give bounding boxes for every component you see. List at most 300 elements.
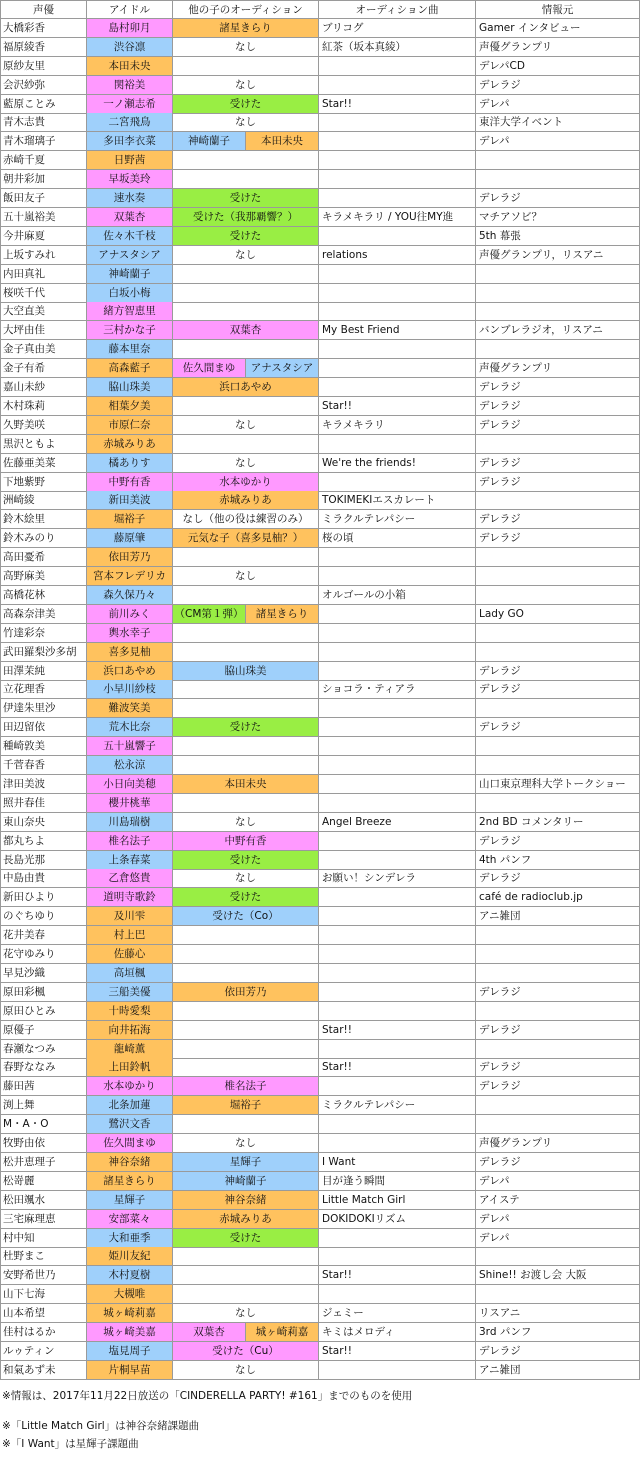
source-cell: アニ雑団 xyxy=(476,907,640,926)
audition-song-cell: キミはメロディ xyxy=(319,1323,476,1342)
idol-cell: 上田鈴帆 xyxy=(87,1058,173,1077)
audition-cell: 受けた（Co） xyxy=(173,907,319,926)
idol-cell: 大槻唯 xyxy=(87,1285,173,1304)
audition-song-cell xyxy=(319,624,476,643)
voice-actor-cell: 山下七海 xyxy=(0,1285,87,1304)
source-cell: 3rd パンフ xyxy=(476,1323,640,1342)
source-cell: デレラジ xyxy=(476,510,640,529)
voice-actor-cell: 大橋彩香 xyxy=(0,19,87,38)
audition-cell: 赤城みりあ xyxy=(173,491,319,510)
voice-actor-cell: 佐藤亜美菜 xyxy=(0,454,87,473)
audition-song-cell: 目が逢う瞬間 xyxy=(319,1172,476,1191)
idol-cell: 難波笑美 xyxy=(87,699,173,718)
audition-song-cell xyxy=(319,132,476,151)
audition-song-cell xyxy=(319,284,476,303)
audition-cell xyxy=(173,340,319,359)
audition-song-cell xyxy=(319,1002,476,1021)
table-row xyxy=(0,1153,640,1172)
table-row xyxy=(0,378,640,397)
audition-song-cell xyxy=(319,662,476,681)
audition-song-cell xyxy=(319,170,476,189)
audition-cell xyxy=(173,1266,319,1285)
audition-song-cell: Star!! xyxy=(319,1342,476,1361)
audition-cell: （CM第１弾） xyxy=(173,605,246,624)
table-row xyxy=(0,1342,640,1361)
source-cell: デレラジ xyxy=(476,473,640,492)
idol-cell: 渋谷凛 xyxy=(87,38,173,57)
audition-song-cell xyxy=(319,926,476,945)
idol-cell: 神崎蘭子 xyxy=(87,265,173,284)
header-source: 情報元 xyxy=(476,0,640,19)
table-row xyxy=(0,1002,640,1021)
audition-song-cell: My Best Friend xyxy=(319,321,476,340)
voice-actor-cell: M・A・O xyxy=(0,1115,87,1134)
source-cell: デレラジ xyxy=(476,1077,640,1096)
table-row xyxy=(0,321,640,340)
audition-song-cell xyxy=(319,794,476,813)
audition-song-cell xyxy=(319,548,476,567)
audition-cell xyxy=(173,643,319,662)
audition-cell: 双葉杏 xyxy=(173,1323,246,1342)
idol-cell: 藤本里奈 xyxy=(87,340,173,359)
voice-actor-cell: 大空直美 xyxy=(0,302,87,321)
table-row xyxy=(0,548,640,567)
table-row xyxy=(0,737,640,756)
audition-cell xyxy=(173,926,319,945)
source-cell xyxy=(476,1115,640,1134)
voice-actor-cell: 早見沙織 xyxy=(0,964,87,983)
idol-cell: 三船美優 xyxy=(87,983,173,1002)
idol-cell: 高垣楓 xyxy=(87,964,173,983)
source-cell: 声優グランプリ xyxy=(476,359,640,378)
table-row xyxy=(0,435,640,454)
audition-cell: なし xyxy=(173,1134,319,1153)
table-row xyxy=(0,1247,640,1266)
table-row xyxy=(0,510,640,529)
source-cell xyxy=(476,586,640,605)
source-cell xyxy=(476,151,640,170)
table-row xyxy=(0,851,640,870)
audition-cell: なし xyxy=(173,416,319,435)
idol-cell: 脇山珠美 xyxy=(87,378,173,397)
table-row xyxy=(0,284,640,303)
table-row xyxy=(0,945,640,964)
table-row xyxy=(0,1040,640,1059)
idol-cell: 宮本フレデリカ xyxy=(87,567,173,586)
table-row xyxy=(0,680,640,699)
source-cell: デレラジ xyxy=(476,1021,640,1040)
audition-song-cell: Star!! xyxy=(319,1266,476,1285)
audition-song-cell xyxy=(319,1134,476,1153)
idol-cell: 荒木比奈 xyxy=(87,718,173,737)
voice-actor-cell: 松田颯水 xyxy=(0,1191,87,1210)
audition-song-cell xyxy=(319,888,476,907)
table-row xyxy=(0,699,640,718)
audition-cell: 佐久間まゆ xyxy=(173,359,246,378)
source-cell: デレパ xyxy=(476,1172,640,1191)
audition-song-cell: 桜の頃 xyxy=(319,529,476,548)
voice-actor-cell: 立花理香 xyxy=(0,680,87,699)
idol-cell: 高森藍子 xyxy=(87,359,173,378)
voice-actor-cell: 高森奈津美 xyxy=(0,605,87,624)
audition-cell xyxy=(173,756,319,775)
footnote: ※情報は、2017年11月22日放送の「CINDERELLA PARTY! #161」までのものを使用 xyxy=(2,1389,413,1402)
voice-actor-cell: 飯田友子 xyxy=(0,189,87,208)
source-cell: 東洋大学イベント xyxy=(476,113,640,132)
audition-song-cell xyxy=(319,359,476,378)
table-row xyxy=(0,1285,640,1304)
audition-song-cell: キラメキラリ / YOU往MY進 xyxy=(319,208,476,227)
table-row xyxy=(0,416,640,435)
audition-song-cell xyxy=(319,1361,476,1380)
voice-actor-cell: 伊達朱里沙 xyxy=(0,699,87,718)
idol-cell: 五十嵐響子 xyxy=(87,737,173,756)
voice-actor-cell: 長島光那 xyxy=(0,851,87,870)
idol-cell: 藤原肇 xyxy=(87,529,173,548)
table-row xyxy=(0,1134,640,1153)
voice-actor-cell: 金子真由美 xyxy=(0,340,87,359)
table-row xyxy=(0,454,640,473)
source-cell xyxy=(476,1285,640,1304)
audition-cell xyxy=(173,964,319,983)
audition-cell: 神崎蘭子 xyxy=(173,1172,319,1191)
voice-actor-cell: 佳村はるか xyxy=(0,1323,87,1342)
idol-cell: 佐藤心 xyxy=(87,945,173,964)
audition-cell: 本田未央 xyxy=(246,132,319,151)
header-voice-actor: 声優 xyxy=(0,0,87,19)
idol-cell: 木村夏樹 xyxy=(87,1266,173,1285)
idol-cell: 相葉夕美 xyxy=(87,397,173,416)
audition-cell: 双葉杏 xyxy=(173,321,319,340)
audition-cell: 受けた（Cu） xyxy=(173,1342,319,1361)
voice-actor-cell: 春瀬なつみ xyxy=(0,1040,87,1059)
source-cell: 5th 幕張 xyxy=(476,227,640,246)
table-row xyxy=(0,132,640,151)
table-row xyxy=(0,813,640,832)
audition-cell xyxy=(173,435,319,454)
source-cell: 2nd BD コメンタリー xyxy=(476,813,640,832)
source-cell xyxy=(476,284,640,303)
audition-song-cell xyxy=(319,983,476,1002)
voice-actor-cell: 原田ひとみ xyxy=(0,1002,87,1021)
audition-cell xyxy=(173,1247,319,1266)
voice-actor-cell: 原田彩楓 xyxy=(0,983,87,1002)
voice-actor-cell: 金子有希 xyxy=(0,359,87,378)
audition-song-cell xyxy=(319,1247,476,1266)
idol-cell: 星輝子 xyxy=(87,1191,173,1210)
idol-cell: 二宮飛鳥 xyxy=(87,113,173,132)
table-row xyxy=(0,907,640,926)
source-cell: Lady GO xyxy=(476,605,640,624)
source-cell xyxy=(476,567,640,586)
voice-actor-cell: 牧野由依 xyxy=(0,1134,87,1153)
idol-cell: 佐々木千枝 xyxy=(87,227,173,246)
audition-song-cell xyxy=(319,57,476,76)
source-cell: デレラジ xyxy=(476,189,640,208)
audition-song-cell: Star!! xyxy=(319,1021,476,1040)
audition-song-cell: キラメキラリ xyxy=(319,416,476,435)
audition-song-cell xyxy=(319,227,476,246)
table-row xyxy=(0,832,640,851)
audition-song-cell: ミラクルテレパシー xyxy=(319,1096,476,1115)
audition-cell: 城ヶ崎莉嘉 xyxy=(246,1323,319,1342)
idol-cell: 上条春菜 xyxy=(87,851,173,870)
voice-actor-cell: 大坪由佳 xyxy=(0,321,87,340)
audition-cell: 神崎蘭子 xyxy=(173,132,246,151)
idol-cell: 三村かな子 xyxy=(87,321,173,340)
idol-cell: 十時愛梨 xyxy=(87,1002,173,1021)
voice-actor-cell: 松嵜麗 xyxy=(0,1172,87,1191)
idol-cell: 松永涼 xyxy=(87,756,173,775)
audition-cell: 神谷奈緒 xyxy=(173,1191,319,1210)
table-row xyxy=(0,567,640,586)
voice-actor-cell: 上坂すみれ xyxy=(0,246,87,265)
source-cell: デレラジ xyxy=(476,76,640,95)
audition-cell: 受けた xyxy=(173,1229,319,1248)
audition-cell xyxy=(173,1058,319,1077)
voice-actor-cell: 津田美波 xyxy=(0,775,87,794)
source-cell: デレラジ xyxy=(476,983,640,1002)
voice-actor-cell: 今井麻夏 xyxy=(0,227,87,246)
source-cell: デレラジ xyxy=(476,869,640,888)
voice-actor-cell: 種崎敦美 xyxy=(0,737,87,756)
footnote: ※「I Want」は星輝子課題曲 xyxy=(2,1437,139,1450)
table-row xyxy=(0,888,640,907)
voice-actor-cell: 渕上舞 xyxy=(0,1096,87,1115)
table-row xyxy=(0,1304,640,1323)
audition-song-cell xyxy=(319,756,476,775)
voice-actor-cell: 山本希望 xyxy=(0,1304,87,1323)
source-cell xyxy=(476,926,640,945)
audition-cell: 諸星きらり xyxy=(246,605,319,624)
table-row xyxy=(0,265,640,284)
audition-song-cell xyxy=(319,1115,476,1134)
source-cell: デレラジ xyxy=(476,1153,640,1172)
table-row xyxy=(0,1266,640,1285)
table-row xyxy=(0,1210,640,1229)
audition-cell xyxy=(173,284,319,303)
audition-cell: なし xyxy=(173,1304,319,1323)
voice-actor-cell: 高野麻美 xyxy=(0,567,87,586)
source-cell xyxy=(476,548,640,567)
idol-cell: 水本ゆかり xyxy=(87,1077,173,1096)
voice-actor-cell: 赤崎千夏 xyxy=(0,151,87,170)
audition-cell xyxy=(173,680,319,699)
idol-cell: 小早川紗枝 xyxy=(87,680,173,699)
table-row xyxy=(0,340,640,359)
source-cell xyxy=(476,945,640,964)
table-row xyxy=(0,718,640,737)
table-row xyxy=(0,1172,640,1191)
audition-cell xyxy=(173,737,319,756)
idol-cell: 佐久間まゆ xyxy=(87,1134,173,1153)
audition-song-cell: Little Match Girl xyxy=(319,1191,476,1210)
table-row xyxy=(0,529,640,548)
table-row xyxy=(0,794,640,813)
idol-cell: 城ヶ崎美嘉 xyxy=(87,1323,173,1342)
idol-cell: 市原仁奈 xyxy=(87,416,173,435)
audition-song-cell: ジェミー xyxy=(319,1304,476,1323)
audition-cell xyxy=(173,57,319,76)
voice-actor-cell: 三宅麻理恵 xyxy=(0,1210,87,1229)
table-row xyxy=(0,19,640,38)
voice-actor-cell: 田辺留依 xyxy=(0,718,87,737)
audition-cell: 堀裕子 xyxy=(173,1096,319,1115)
audition-cell xyxy=(173,699,319,718)
idol-cell: 橘ありす xyxy=(87,454,173,473)
source-cell xyxy=(476,340,640,359)
source-cell xyxy=(476,491,640,510)
source-cell: Gamer インタビュー xyxy=(476,19,640,38)
audition-cell: なし xyxy=(173,454,319,473)
audition-song-cell: お願い！シンデレラ xyxy=(319,869,476,888)
voice-actor-cell: 東山奈央 xyxy=(0,813,87,832)
idol-cell: 多田李衣菜 xyxy=(87,132,173,151)
audition-song-cell: TOKIMEKIエスカレート xyxy=(319,491,476,510)
idol-cell: 関裕美 xyxy=(87,76,173,95)
table-row xyxy=(0,869,640,888)
audition-song-cell xyxy=(319,76,476,95)
audition-cell xyxy=(173,1115,319,1134)
voice-actor-cell: 嘉山未紗 xyxy=(0,378,87,397)
audition-cell xyxy=(173,624,319,643)
audition-song-cell: ショコラ・ティアラ xyxy=(319,680,476,699)
idol-cell: 中野有香 xyxy=(87,473,173,492)
audition-cell xyxy=(173,265,319,284)
audition-cell: 赤城みりあ xyxy=(173,1210,319,1229)
source-cell xyxy=(476,1040,640,1059)
source-cell xyxy=(476,435,640,454)
source-cell: アニ雑団 xyxy=(476,1361,640,1380)
source-cell xyxy=(476,1247,640,1266)
footnote: ※「Little Match Girl」は神谷奈緒課題曲 xyxy=(2,1419,200,1432)
audition-cell xyxy=(173,1021,319,1040)
audition-song-cell xyxy=(319,643,476,662)
source-cell: デレパ xyxy=(476,132,640,151)
audition-cell: 本田未央 xyxy=(173,775,319,794)
audition-cell xyxy=(173,1002,319,1021)
audition-song-cell: ミラクルテレパシー xyxy=(319,510,476,529)
source-cell: デレパ xyxy=(476,1210,640,1229)
source-cell: バンブレラジオ，リスアニ xyxy=(476,321,640,340)
table-row xyxy=(0,38,640,57)
source-cell xyxy=(476,699,640,718)
voice-actor-cell: 洲崎綾 xyxy=(0,491,87,510)
idol-cell: アナスタシア xyxy=(87,246,173,265)
audition-cell: 浜口あやめ xyxy=(173,378,319,397)
source-cell: 山口東京理科大学トークショー xyxy=(476,775,640,794)
idol-cell: 塩見周子 xyxy=(87,1342,173,1361)
source-cell xyxy=(476,624,640,643)
source-cell: デレラジ xyxy=(476,397,640,416)
source-cell: デレラジ xyxy=(476,454,640,473)
audition-cell: なし xyxy=(173,113,319,132)
audition-song-cell: Star!! xyxy=(319,1058,476,1077)
voice-actor-cell: 五十嵐裕美 xyxy=(0,208,87,227)
voice-actor-cell: 安野希世乃 xyxy=(0,1266,87,1285)
idol-cell: 本田未央 xyxy=(87,57,173,76)
audition-cell: アナスタシア xyxy=(246,359,319,378)
table-row xyxy=(0,775,640,794)
audition-song-cell xyxy=(319,699,476,718)
audition-cell: 受けた（我那覇響？） xyxy=(173,208,319,227)
table-row xyxy=(0,586,640,605)
source-cell xyxy=(476,756,640,775)
audition-song-cell: オルゴールの小箱 xyxy=(319,586,476,605)
audition-song-cell xyxy=(319,473,476,492)
table-row xyxy=(0,756,640,775)
voice-actor-cell: 藍原ことみ xyxy=(0,95,87,114)
source-cell: デレラジ xyxy=(476,378,640,397)
audition-cell: 星輝子 xyxy=(173,1153,319,1172)
idol-cell: 森久保乃々 xyxy=(87,586,173,605)
voice-actor-cell: 松井恵理子 xyxy=(0,1153,87,1172)
idol-cell: 島村卯月 xyxy=(87,19,173,38)
audition-song-cell xyxy=(319,832,476,851)
audition-song-cell xyxy=(319,151,476,170)
audition-cell: なし xyxy=(173,567,319,586)
table-row xyxy=(0,151,640,170)
idol-cell: 北条加蓮 xyxy=(87,1096,173,1115)
audition-song-cell: 紅茶（坂本真綾） xyxy=(319,38,476,57)
audition-song-cell xyxy=(319,737,476,756)
source-cell: 声優グランプリ xyxy=(476,1134,640,1153)
table-row xyxy=(0,1077,640,1096)
audition-cell xyxy=(173,945,319,964)
audition-song-cell xyxy=(319,1229,476,1248)
header-audition-song: オーディション曲 xyxy=(319,0,476,19)
table-row xyxy=(0,302,640,321)
audition-song-cell xyxy=(319,340,476,359)
table-row xyxy=(0,359,640,378)
idol-cell: 赤城みりあ xyxy=(87,435,173,454)
audition-song-cell: We're the friends! xyxy=(319,454,476,473)
audition-cell xyxy=(173,548,319,567)
voice-actor-cell: 黒沢ともよ xyxy=(0,435,87,454)
voice-actor-cell: 千菅春香 xyxy=(0,756,87,775)
audition-cell: 元気な子（喜多見柚？） xyxy=(173,529,319,548)
idol-cell: 前川みく xyxy=(87,605,173,624)
voice-actor-cell: 内田真礼 xyxy=(0,265,87,284)
idol-cell: 向井拓海 xyxy=(87,1021,173,1040)
audition-cell xyxy=(173,586,319,605)
header-other-audition: 他の子のオーディション xyxy=(173,0,319,19)
table-row xyxy=(0,1115,640,1134)
audition-song-cell: I Want xyxy=(319,1153,476,1172)
voice-actor-cell: 中島由貴 xyxy=(0,869,87,888)
source-cell xyxy=(476,1002,640,1021)
idol-cell: 鷺沢文香 xyxy=(87,1115,173,1134)
voice-actor-cell: 藤田茜 xyxy=(0,1077,87,1096)
audition-song-cell: Star!! xyxy=(319,95,476,114)
idol-cell: 早坂美玲 xyxy=(87,170,173,189)
table-row xyxy=(0,1058,640,1077)
source-cell xyxy=(476,302,640,321)
source-cell xyxy=(476,964,640,983)
voice-actor-cell: 原優子 xyxy=(0,1021,87,1040)
audition-cell xyxy=(173,170,319,189)
table-row xyxy=(0,1021,640,1040)
source-cell: デレラジ xyxy=(476,662,640,681)
table-row xyxy=(0,208,640,227)
audition-cell: なし xyxy=(173,1361,319,1380)
source-cell xyxy=(476,265,640,284)
audition-song-cell xyxy=(319,567,476,586)
table-row xyxy=(0,170,640,189)
audition-song-cell xyxy=(319,1077,476,1096)
voice-actor-cell: 高田憂希 xyxy=(0,548,87,567)
idol-cell: 神谷奈緒 xyxy=(87,1153,173,1172)
